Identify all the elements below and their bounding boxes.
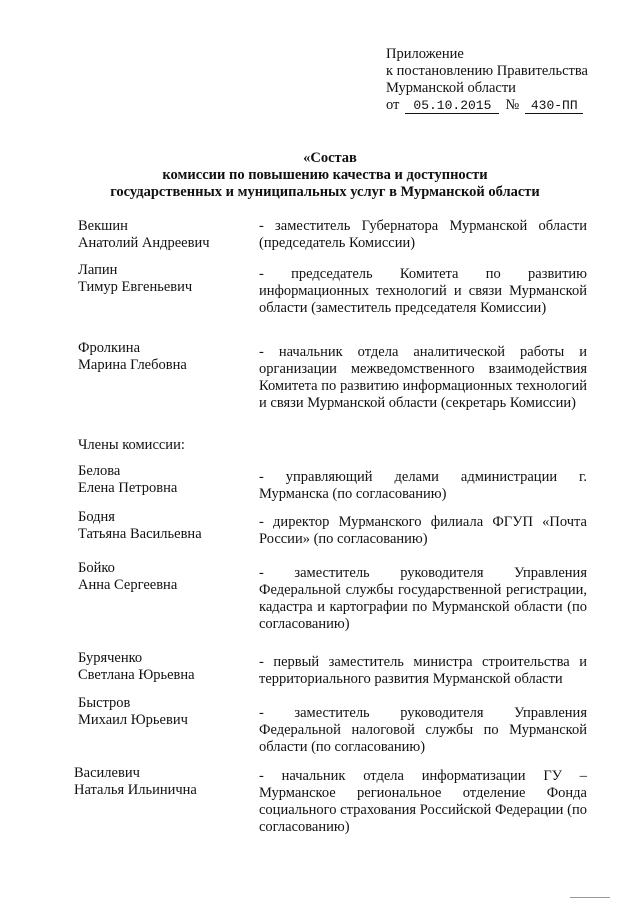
member-name bbox=[78, 650, 253, 684]
member-role: - директор Мурманского филиала ФГУП «Почта России» (по согласованию) bbox=[259, 514, 587, 547]
date-prefix: от bbox=[386, 97, 400, 113]
member-name bbox=[78, 695, 253, 729]
member-given-name: Марина Глебовна bbox=[78, 357, 187, 373]
member-surname: Быстров bbox=[78, 695, 131, 711]
member-given-name: Наталья Ильинична bbox=[74, 782, 197, 798]
attachment-resolution: к постановлению Правительства bbox=[386, 63, 588, 79]
title-line-2: комиссии по повышению качества и доступности bbox=[162, 167, 488, 183]
member-surname: Фролкина bbox=[78, 340, 141, 356]
resolution-number: 430-ПП bbox=[525, 99, 583, 114]
member-name bbox=[78, 463, 253, 497]
title-line-1: «Состав bbox=[303, 150, 357, 166]
member-given-name: Михаил Юрьевич bbox=[78, 712, 188, 728]
attachment-region: Мурманской области bbox=[386, 80, 516, 96]
attachment-title: Приложение bbox=[386, 46, 464, 62]
member-surname: Буряченко bbox=[78, 650, 143, 666]
document-title bbox=[60, 150, 590, 201]
title-line-3: государственных и муниципальных услуг в Мурманской области bbox=[110, 184, 540, 200]
member-name bbox=[78, 560, 253, 594]
member-given-name: Анатолий Андреевич bbox=[78, 235, 210, 251]
member-surname: Векшин bbox=[78, 218, 128, 234]
member-role: - начальник отдела аналитической работы и организации межведомственного взаимодействия Комитета по развитию информационных технологий и связи Мурманской области (секретарь Комиссии) bbox=[259, 344, 587, 411]
member-role: - первый заместитель министра строительства и территориального развития Мурманской области bbox=[259, 654, 587, 687]
member-surname: Лапин bbox=[78, 262, 118, 278]
member-given-name: Елена Петровна bbox=[78, 480, 178, 496]
member-name bbox=[74, 765, 249, 799]
resolution-date: 05.10.2015 bbox=[405, 99, 499, 114]
member-given-name: Тимур Евгеньевич bbox=[78, 279, 193, 295]
member-role: - заместитель руководителя Управления Федеральной налоговой службы по Мурманской области (по согласованию) bbox=[259, 705, 587, 755]
attachment-date-line bbox=[386, 97, 626, 114]
number-prefix: № bbox=[505, 97, 520, 113]
page-edge-mark bbox=[570, 897, 610, 898]
member-name bbox=[78, 262, 253, 296]
member-role: - начальник отдела информатизации ГУ – Мурманское региональное отделение Фонда социального страхования Российской Федерации (по согласованию) bbox=[259, 768, 587, 835]
member-name bbox=[78, 509, 253, 543]
member-given-name: Татьяна Васильевна bbox=[78, 526, 202, 542]
member-role: - заместитель руководителя Управления Федеральной службы государственной регистрации, кадастра и картографии по Мурманской области (по согласованию) bbox=[259, 565, 587, 632]
member-role: - управляющий делами администрации г. Мурманска (по согласованию) bbox=[259, 469, 587, 502]
member-surname: Василевич bbox=[74, 765, 140, 781]
member-role: - заместитель Губернатора Мурманской области (председатель Комиссии) bbox=[259, 218, 587, 251]
member-surname: Белова bbox=[78, 463, 121, 479]
member-name bbox=[78, 218, 253, 252]
member-surname: Бойко bbox=[78, 560, 115, 576]
member-given-name: Анна Сергеевна bbox=[78, 577, 178, 593]
attachment-header bbox=[386, 46, 626, 114]
member-surname: Бодня bbox=[78, 509, 115, 525]
member-role: - председатель Комитета по развитию информационных технологий и связи Мурманской области (заместитель председателя Комиссии) bbox=[259, 266, 587, 316]
member-given-name: Светлана Юрьевна bbox=[78, 667, 195, 683]
members-section-label: Члены комиссии: bbox=[78, 437, 185, 453]
member-name bbox=[78, 340, 253, 374]
